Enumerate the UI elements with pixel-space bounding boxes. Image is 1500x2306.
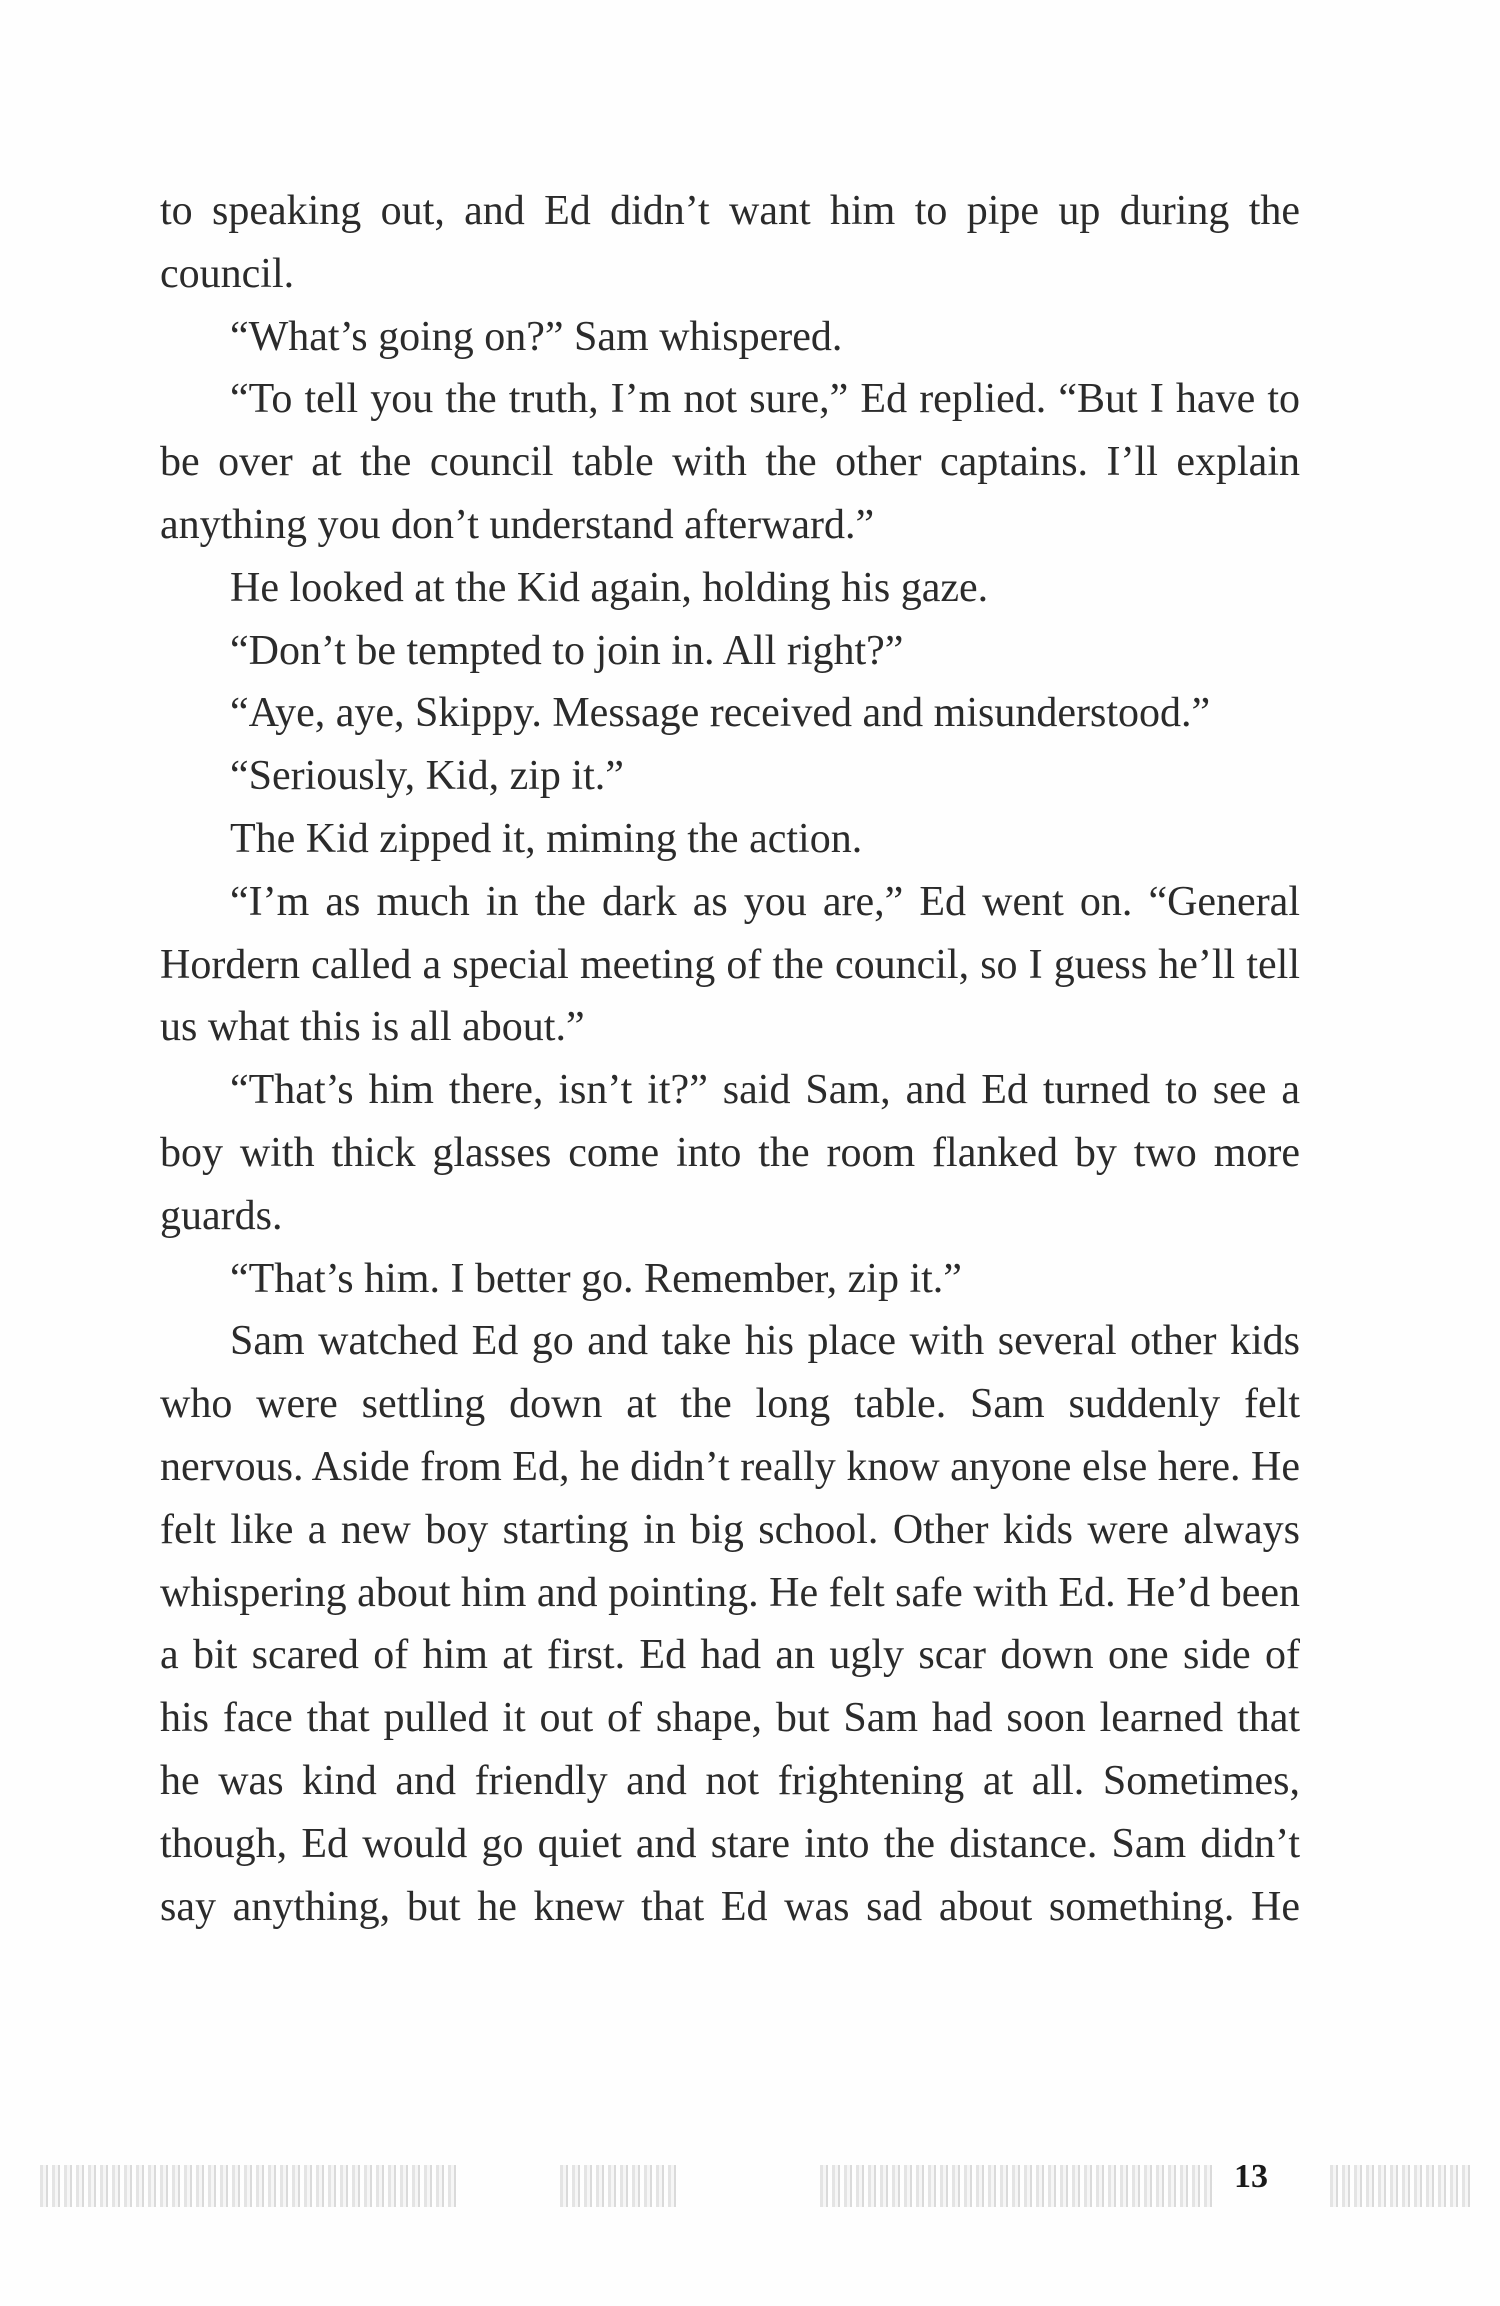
footer-ornament-mid — [560, 2165, 680, 2207]
paragraph: “What’s going on?” Sam whispered. — [230, 313, 843, 360]
footer-ornament-edge — [1330, 2165, 1470, 2207]
body-text — [160, 180, 1300, 1938]
paragraph: “Don’t be tempted to join in. All right?” — [230, 627, 904, 674]
paragraph: “That’s him. I better go. Remember, zip it.” — [230, 1255, 962, 1302]
paragraph: “To tell you the truth, I’m not sure,” Ed replied. “But I have to be over at the council table with the other captains. I’ll explain anything you don’t understand afterward.” — [160, 376, 1300, 548]
paragraph: He looked at the Kid again, holding his gaze. — [230, 564, 989, 611]
paragraph-continuation: to speaking out, and Ed didn’t want him to pipe up during the council. — [160, 188, 1300, 297]
paragraph: “Aye, aye, Skippy. Message received and misunderstood.” — [230, 690, 1211, 737]
page-number: 13 — [1234, 2158, 1268, 2195]
paragraph: “I’m as much in the dark as you are,” Ed went on. “General Hordern called a special meeting of the council, so I guess he’ll tell us what this is all about.” — [160, 878, 1300, 1051]
paragraph: “That’s him there, isn’t it?” said Sam, and Ed turned to see a boy with thick glasses come into the room flanked by two more guards. — [160, 1067, 1300, 1239]
paragraph: “Seriously, Kid, zip it.” — [230, 753, 624, 800]
footer-ornament-left — [40, 2165, 460, 2207]
paragraph: The Kid zipped it, miming the action. — [230, 815, 863, 862]
paragraph: Sam watched Ed go and take his place with several other kids who were settling down at the long table. Sam suddenly felt nervous. Aside from Ed, he didn’t really know anyone else here. He felt like a new boy starting in big school. Other kids were always whispering about him and pointing. He felt safe with Ed. He’d been a bit scared of him at first. Ed had an ugly scar down one side of his face that pulled it out of shape, but Sam had soon learned that he was kind and friendly and not frightening at all. Sometimes, though, Ed would go quiet and stare into the distance. Sam didn’t say anything, but he knew that Ed was sad about something. He — [160, 1318, 1300, 1930]
footer-ornament-right — [820, 2165, 1215, 2207]
